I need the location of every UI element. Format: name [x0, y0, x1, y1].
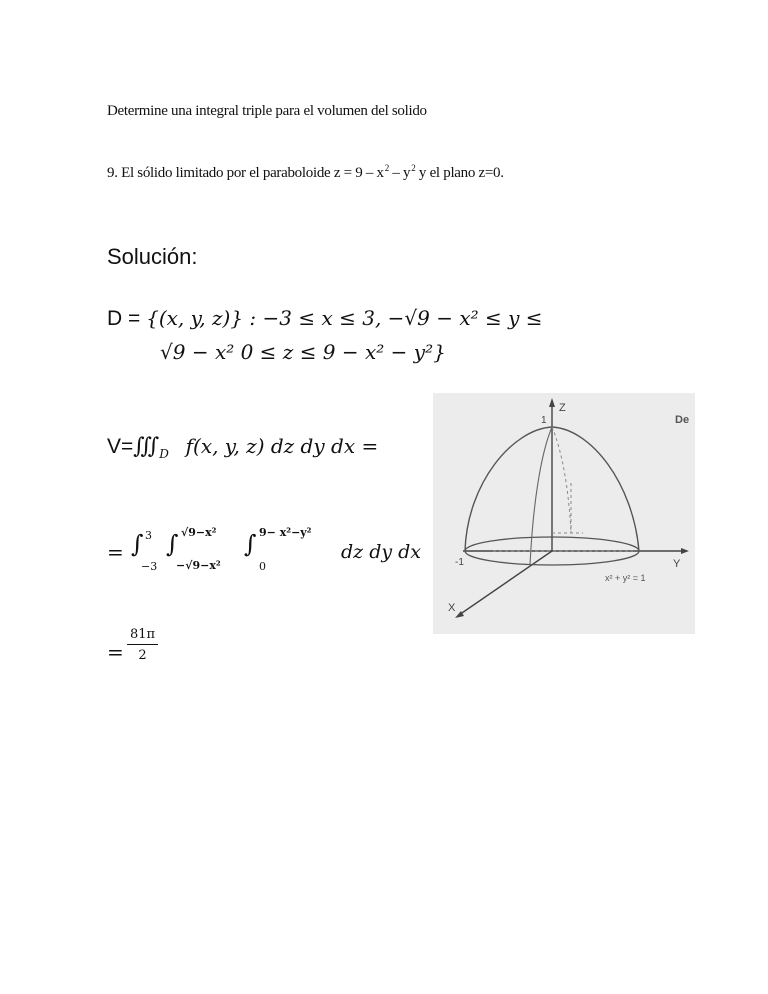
equals-sign: = — [107, 640, 124, 664]
result-numerator: 81π — [127, 627, 158, 645]
volume-prefix: V= — [107, 435, 134, 458]
exponent: 2 — [411, 163, 416, 173]
int2-lower: −√9−x² — [176, 559, 221, 572]
result-fraction — [127, 627, 158, 663]
int1-upper: 3 — [145, 529, 152, 542]
int2-upper: √9−x² — [181, 526, 217, 539]
y-axis-label: Y — [673, 558, 681, 570]
integral-symbol: ∫ — [244, 530, 257, 558]
exponent: 2 — [384, 163, 389, 173]
volume-expression: f(x, y, z) dz dy dx = — [185, 434, 379, 458]
volume-formula — [107, 434, 378, 461]
integral-symbol: ∫ — [131, 530, 144, 558]
paraboloid-figure — [433, 393, 695, 634]
integral-symbol: ∫ — [166, 530, 179, 558]
domain-line-2: √9 − x² 0 ≤ z ≤ 9 − x² − y²} — [160, 340, 446, 364]
corner-label: De — [675, 414, 690, 426]
int3-lower: 0 — [259, 560, 266, 573]
problem-suffix: y el plano z=0. — [415, 165, 504, 181]
domain-set: {(x, y, z)} : −3 ≤ x ≤ 3, −√9 − x² ≤ y ≤ — [146, 306, 543, 330]
triple-integral-symbol: ∭ — [133, 434, 160, 459]
problem-statement — [107, 165, 504, 182]
int3-upper: 9− x²−y² — [259, 526, 312, 539]
neg-one-label: -1 — [455, 557, 464, 568]
x-axis-label: X — [448, 602, 456, 614]
paraboloid-sketch — [433, 393, 695, 634]
integrand-differentials: dz dy dx — [341, 541, 422, 563]
int1-lower: −3 — [141, 560, 158, 573]
instruction-text: Determine una integral triple para el volumen del solido — [107, 103, 427, 119]
domain-line-1 — [107, 306, 543, 331]
domain-prefix: D = — [107, 307, 147, 330]
result-denominator: 2 — [138, 648, 147, 663]
problem-prefix: 9. El sólido limitado por el paraboloide z = 9 – x — [107, 165, 384, 181]
equals-sign: = — [107, 540, 124, 564]
z-axis-label: Z — [559, 402, 566, 414]
z-intercept-label: 1 — [541, 415, 547, 426]
circle-equation-label: x² + y² = 1 — [605, 573, 646, 583]
integral-domain: D — [159, 447, 169, 462]
problem-mid: – y — [388, 165, 411, 181]
solution-label: Solución: — [107, 244, 198, 269]
